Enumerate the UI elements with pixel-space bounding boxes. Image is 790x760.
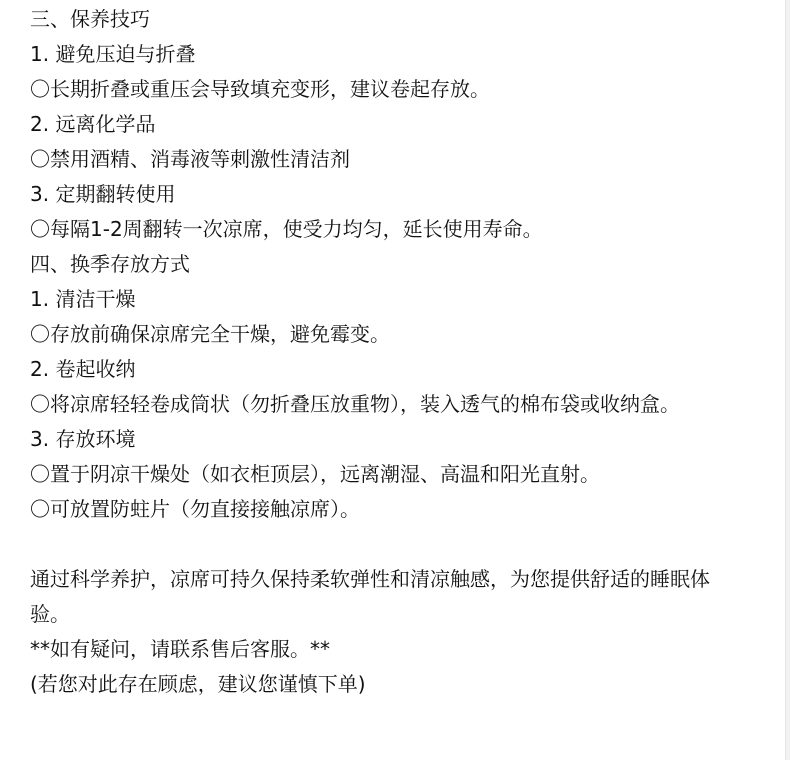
circle-bullet-icon: 〇: [30, 77, 50, 101]
bullet-item: [30, 142, 730, 177]
item-title: 3. 定期翻转使用: [30, 182, 176, 206]
bullet-text: 置于阴凉干燥处（如衣柜顶层），远离潮湿、高温和阳光直射。: [50, 462, 600, 486]
bullet-item: [30, 317, 730, 352]
contact-note: **如有疑问，请联系售后客服。**: [30, 637, 330, 661]
section-heading-maintenance: 三、保养技巧: [30, 7, 150, 31]
caution-note: (若您对此存在顾虑，建议您谨慎下单): [30, 672, 366, 696]
circle-bullet-icon: 〇: [30, 322, 50, 346]
circle-bullet-icon: 〇: [30, 462, 50, 486]
item-title: 1. 避免压迫与折叠: [30, 42, 196, 66]
circle-bullet-icon: 〇: [30, 147, 50, 171]
bullet-item: [30, 387, 730, 422]
section-heading-storage: 四、换季存放方式: [30, 252, 190, 276]
circle-bullet-icon: 〇: [30, 217, 50, 241]
item-title: 3. 存放环境: [30, 427, 136, 451]
bullet-item: [30, 492, 730, 527]
closing-paragraph: 通过科学养护，凉席可持久保持柔软弹性和清凉触感，为您提供舒适的睡眠体验。: [30, 567, 710, 626]
bullet-item: [30, 457, 730, 492]
item-title: 1. 清洁干燥: [30, 287, 136, 311]
bullet-text: 将凉席轻轻卷成筒状（勿折叠压放重物），装入透气的棉布袋或收纳盒。: [50, 392, 680, 416]
spacer: [30, 527, 730, 562]
bullet-item: [30, 212, 730, 247]
bullet-text: 禁用酒精、消毒液等刺激性清洁剂: [50, 147, 350, 171]
item-title: 2. 卷起收纳: [30, 357, 136, 381]
bullet-text: 可放置防蛀片（勿直接接触凉席）。: [50, 497, 360, 521]
bullet-item: [30, 72, 730, 107]
item-title: 2. 远离化学品: [30, 112, 156, 136]
circle-bullet-icon: 〇: [30, 392, 50, 416]
bullet-text: 长期折叠或重压会导致填充变形，建议卷起存放。: [50, 77, 490, 101]
scrollbar[interactable]: [785, 0, 790, 760]
document-body: [30, 2, 730, 702]
bullet-text: 每隔1-2周翻转一次凉席，使受力均匀，延长使用寿命。: [50, 217, 543, 241]
bullet-text: 存放前确保凉席完全干燥，避免霉变。: [50, 322, 390, 346]
circle-bullet-icon: 〇: [30, 497, 50, 521]
